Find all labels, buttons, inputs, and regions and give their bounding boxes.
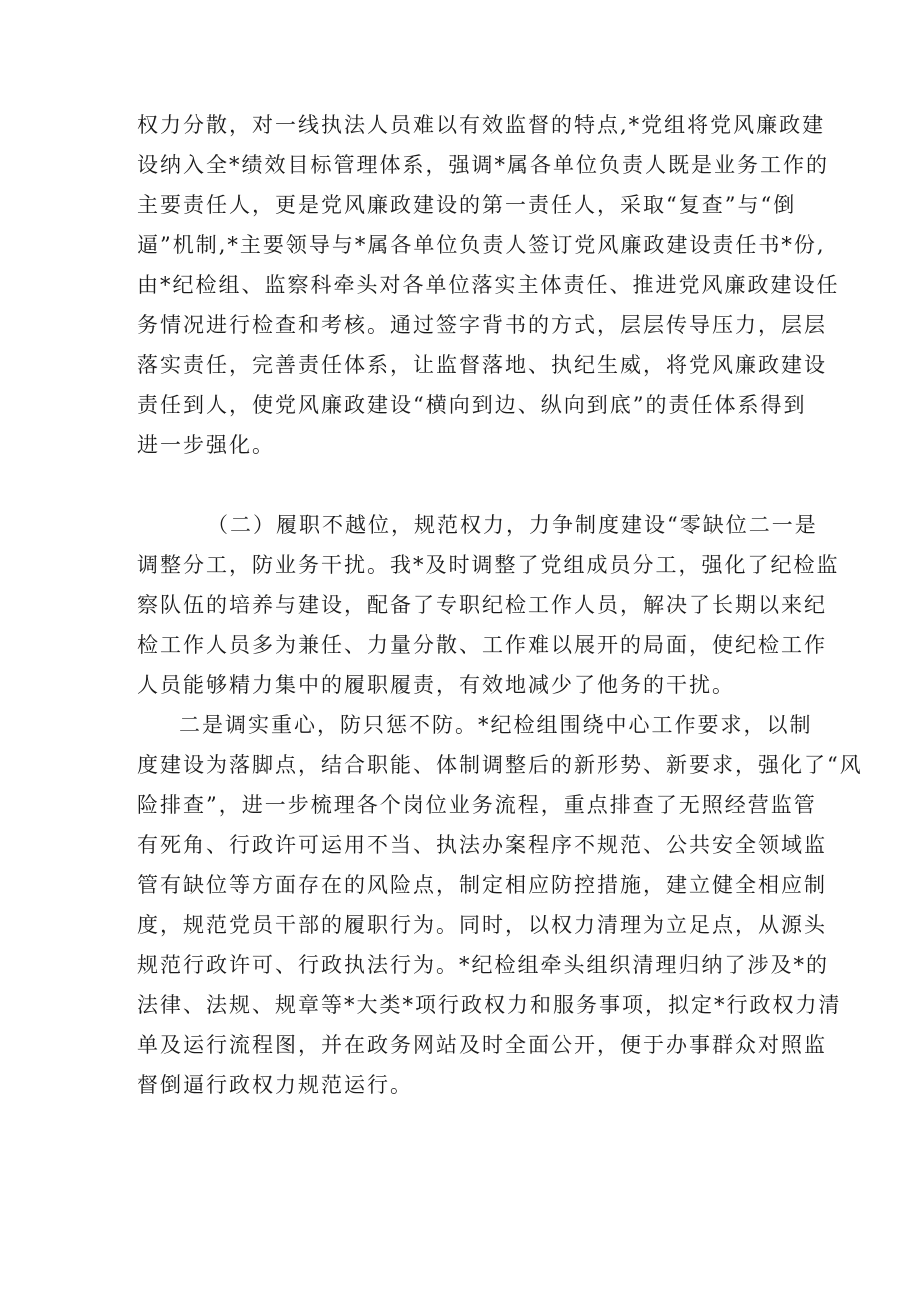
paragraph-3	[137, 705, 863, 1105]
text-line: 单及运行流程图，并在政务网站及时全面公开，便于办事群众对照监	[137, 1033, 827, 1057]
text-line: 检工作人员多为兼任、力量分散、工作难以展开的局面，使纪检工作	[137, 633, 827, 657]
text-line: 主要责任人，更是党风廉政建设的第一责任人，采取“复查”与“倒	[137, 193, 797, 217]
text-line: 人员能够精力集中的履职履责，有效地减少了他务的干扰。	[137, 673, 735, 697]
text-line: 督倒逼行政权力规范运行。	[137, 1073, 413, 1097]
text-line: 管有缺位等方面存在的风险点，制定相应防控措施，建立健全相应制	[137, 873, 827, 897]
text-line: 度建设为落脚点，结合职能、体制调整后的新形势、新要求，强化了“风	[137, 753, 863, 777]
text-line: 落实责任，完善责任体系，让监督落地、执纪生威，将党风廉政建设	[137, 353, 827, 377]
text-line: 有死角、行政许可运用不当、执法办案程序不规范、公共安全领域监	[137, 833, 827, 857]
text-line: 度，规范党员干部的履职行为。同时，以权力清理为立足点，从源头	[137, 913, 827, 937]
paragraph-2	[137, 505, 840, 705]
text-line: 法律、法规、规章等*大类*项行政权力和服务事项，拟定*行政权力清	[137, 993, 842, 1017]
paragraph-1	[137, 105, 840, 465]
text-line: 规范行政许可、行政执法行为。*纪检组牵头组织清理归纳了涉及*的	[137, 953, 829, 977]
text-line: 务情况进行检查和考核。通过签字背书的方式，层层传导压力，层层	[137, 313, 827, 337]
text-line: 权力分散，对一线执法人员难以有效监督的特点,*党组将党风廉政建	[137, 113, 826, 137]
text-line: 察队伍的培养与建设，配备了专职纪检工作人员，解决了长期以来纪	[137, 593, 827, 617]
text-line: 由*纪检组、监察科牵头对各单位落实主体责任、推进党风廉政建设任	[137, 273, 840, 297]
text-line: 责任到人，使党风廉政建设“横向到边、纵向到底”的责任体系得到	[137, 393, 807, 417]
text-line: （二）履职不越位，规范权力，力争制度建设“零缺位二一是	[207, 513, 818, 537]
text-line: 逼”机制,*主要领导与*属各单位负责人签订党风廉政建设责任书*份,	[137, 233, 826, 257]
text-line: 进一步强化。	[137, 433, 275, 457]
text-line: 二是调实重心，防只惩不防。*纪检组围绕中心工作要求，以制	[179, 713, 813, 737]
text-line: 险排查”，进一步梳理各个岗位业务流程，重点排查了无照经营监管	[137, 793, 817, 817]
text-line: 设纳入全*绩效目标管理体系，强调*属各单位负责人既是业务工作的	[137, 153, 829, 177]
text-line: 调整分工，防业务干扰。我*及时调整了党组成员分工，强化了纪检监	[137, 553, 840, 577]
